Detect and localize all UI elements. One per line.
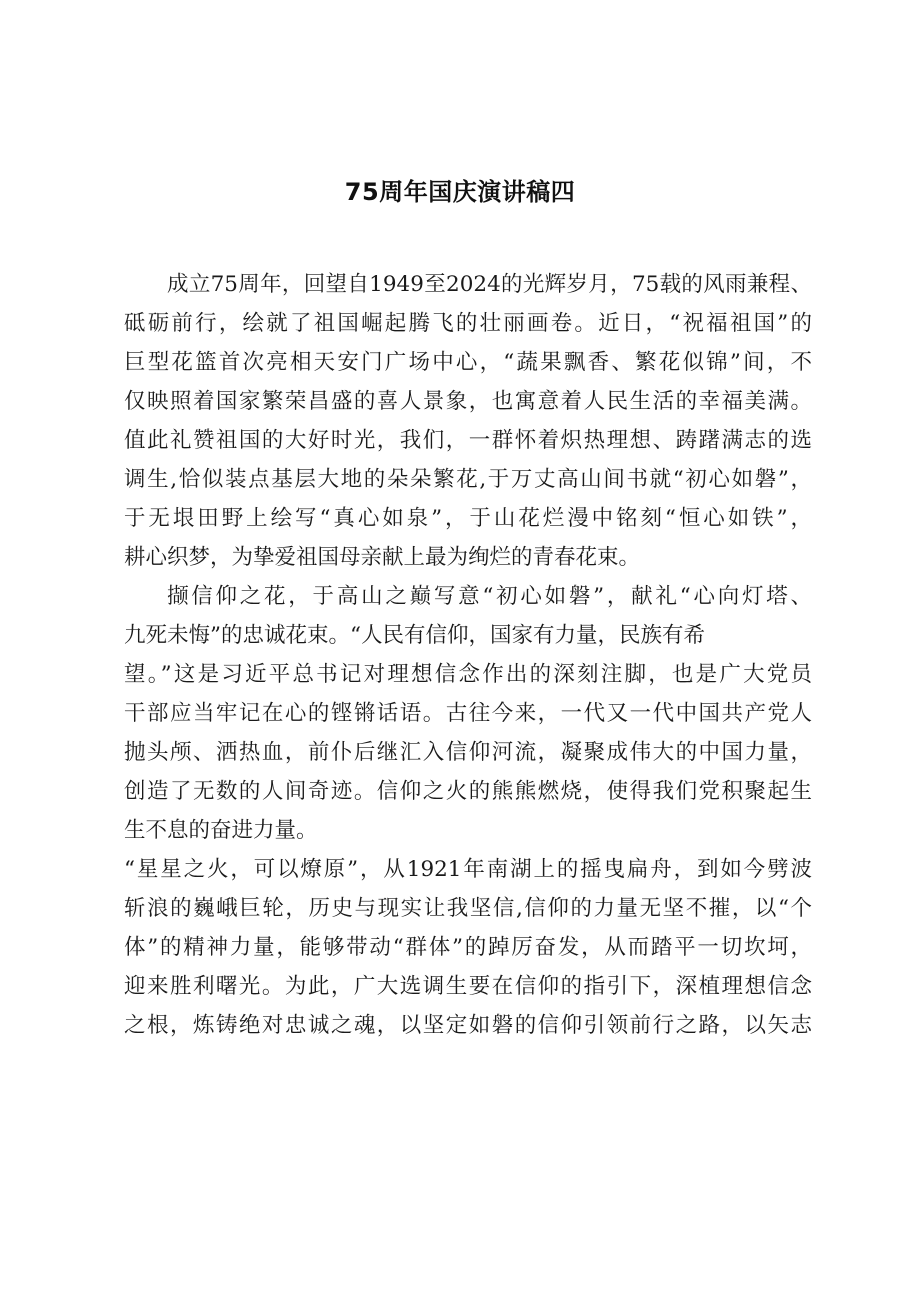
body-text-line: 于无垠田野上绘写“真心如泉”，于山花烂漫中铭刻“恒心如铁”， [124,506,812,531]
body-text-line: 斩浪的巍峨巨轮，历史与现实让我坚信,信仰的力量无坚不摧，以“个 [124,896,812,921]
body-text-line: 九死未悔”的忠诚花束。“人民有信仰，国家有力量，民族有希 [124,623,705,648]
body-text-line: 生不息的奋进力量。 [124,818,318,843]
body-text-line: 砥砺前行，绘就了祖国崛起腾飞的壮丽画卷。近日，“祝福祖国”的 [124,311,812,336]
body-text-line: 调生,恰似装点基层大地的朵朵繁花,于万丈高山间书就“初心如磐”， [124,467,812,492]
body-text-line: 巨型花篮首次亮相天安门广场中心，“蔬果飘香、繁花似锦”间，不 [124,350,812,375]
body-text-line: 成立75周年，回望自1949至2024的光辉岁月，75载的风雨兼程、 [167,272,812,297]
body-text-line: 抛头颅、洒热血，前仆后继汇入信仰河流，凝聚成伟大的中国力量， [124,740,812,765]
body-text-line: 创造了无数的人间奇迹。信仰之火的熊熊燃烧，使得我们党积聚起生 [124,779,812,804]
document-title: 75周年国庆演讲稿四 [344,178,576,206]
body-text-line: 体”的精神力量，能够带动“群体”的踔厉奋发，从而踏平一切坎坷， [124,935,812,960]
body-text-line: 耕心织梦，为挚爱祖国母亲献上最为绚烂的青春花束。 [124,545,641,570]
body-text-line: “星星之火，可以燎原”，从1921年南湖上的摇曳扁舟，到如今劈波 [124,857,812,882]
body-text-line: 迎来胜利曙光。为此，广大选调生要在信仰的指引下，深植理想信念 [124,974,812,999]
body-text-line: 撷信仰之花，于高山之巅写意“初心如磐”，献礼“心向灯塔、 [167,584,812,609]
body-text-line: 之根，炼铸绝对忠诚之魂，以坚定如磐的信仰引领前行之路，以矢志 [124,1013,812,1038]
body-text-line: 仅映照着国家繁荣昌盛的喜人景象，也寓意着人民生活的幸福美满。 [124,389,812,414]
body-text-line: 望。”这是习近平总书记对理想信念作出的深刻注脚，也是广大党员 [124,662,812,687]
body-text-line: 干部应当牢记在心的铿锵话语。古往今来，一代又一代中国共产党人 [124,701,812,726]
document-body [124,265,812,1045]
body-text-line: 值此礼赞祖国的大好时光，我们，一群怀着炽热理想、踌躇满志的选 [124,428,812,453]
